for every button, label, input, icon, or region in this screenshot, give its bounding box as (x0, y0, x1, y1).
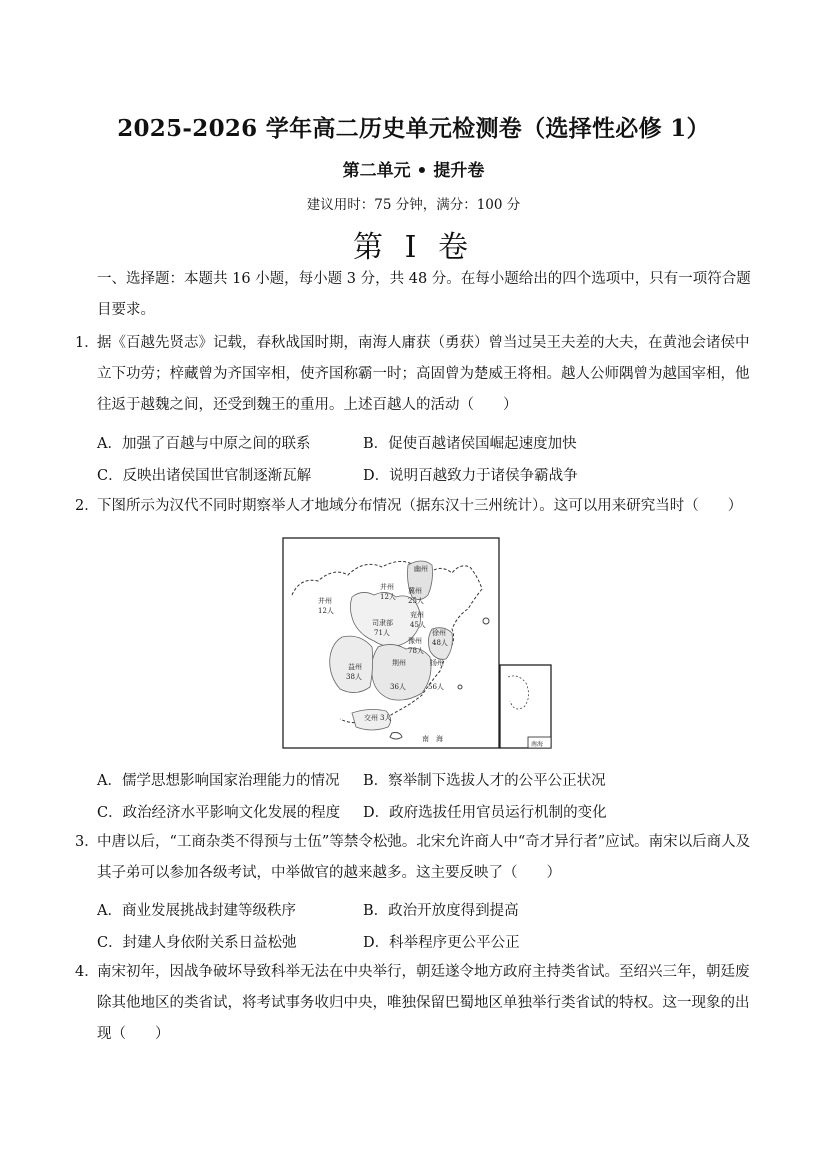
label-sili-n: 71人 (374, 629, 390, 637)
question-number: 4． (75, 964, 99, 980)
svg-text:12人: 12人 (380, 593, 396, 601)
label-yuzhou-n: 78人 (408, 647, 424, 655)
label-jingzhou: 荆州 (392, 659, 406, 667)
label-yangzhou: 扬州 (430, 659, 444, 667)
label-yuzhou: 豫州 (408, 637, 422, 645)
label-jiaozhou-n: 3人 (380, 714, 392, 722)
option-3b[interactable]: B．政治开放度得到提高 (363, 903, 519, 919)
option-3a[interactable]: A．商业发展挑战封建等级秩序 (97, 903, 296, 919)
label-jiaozhou: 交州 (364, 714, 378, 722)
label-jizhou: 冀州 (408, 587, 422, 595)
question-number: 2． (75, 498, 99, 514)
label-youzhou: 幽州 (414, 565, 428, 573)
option-3c[interactable]: C．封建人身依附关系日益松弛 (97, 935, 297, 951)
option-2d[interactable]: D．政府选拔任用官员运行机制的变化 (363, 805, 607, 821)
option-1b[interactable]: B．促使百越诸侯国崛起速度加快 (363, 436, 577, 452)
question-number: 3． (75, 834, 99, 850)
question-3: 3．中唐以后，“工商杂类不得预与士伍”等禁令松弛。北宋允许商人中“奇才异行者”应试。南宋以后商人及 其子弟可以参加各级考试，中举做官的越来越多。这主要反映了（ ） (75, 827, 755, 889)
option-2b[interactable]: B．察举制下选拔人才的公平公正状况 (363, 773, 606, 789)
label-jingzhou-n: 36人 (390, 683, 406, 691)
han-talent-distribution-map (282, 537, 552, 749)
label-sili: 司隶部 (372, 619, 393, 627)
label-yanzhou: 兖州 (410, 611, 424, 619)
label-xuzhou: 徐州 (432, 629, 446, 637)
label-jizhou-n: 25人 (408, 597, 424, 605)
label-yizhou-n: 38人 (346, 673, 362, 681)
label-bingzhou: 并州 (318, 597, 332, 605)
label-inset-sea: 南海 (531, 741, 544, 748)
volume-heading: 第 I 卷 (353, 230, 474, 265)
label-yangzhou-n: 56人 (428, 683, 444, 691)
label-yanzhou-n: 45人 (410, 621, 426, 629)
section-instructions: 一、选择题：本题共 16 小题，每小题 3 分，共 48 分。在每小题给出的四个选项中，只有一项符合题 目要求。 (97, 271, 751, 318)
option-1d[interactable]: D．说明百越致力于诸侯争霸战争 (363, 468, 578, 484)
option-1a[interactable]: A．加强了百越与中原之间的联系 (97, 436, 311, 452)
option-2c[interactable]: C．政治经济水平影响文化发展的程度 (97, 805, 341, 821)
label-yizhou: 益州 (348, 663, 362, 671)
label-xuzhou-n: 48人 (432, 639, 448, 647)
label-bingzhou2: 并州 (380, 583, 394, 591)
question-number: 1． (75, 335, 99, 351)
question-1: 1．据《百越先贤志》记载，春秋战国时期，南海人庸获（勇获）曾当过吴王夫差的大夫，在黄池会诸侯中 立下功劳；梓藏曾为齐国宰相，使齐国称霸一时；高固曾为楚威王将相。越人公师隅曾为越国宰相，他 往返于越魏之间，还受到魏王的重用。上述百越人的活动（ ） (75, 328, 755, 421)
question-4: 4．南宋初年，因战争破坏导致科举无法在中央举行，朝廷遂令地方政府主持类省试。至绍兴三年，朝廷废 除其他地区的类省试，将考试事务收归中央，唯独保留巴蜀地区单独举行类省试的特权。这一现象的出 现（ ） (75, 957, 755, 1050)
page-subtitle: 第二单元 • 提升卷 (342, 161, 485, 181)
question-2: 2．下图所示为汉代不同时期察举人才地域分布情况（据东汉十三州统计）。这可以用来研究当时（ ） (75, 491, 755, 522)
label-bingzhou-n: 12人 (318, 607, 334, 615)
option-1c[interactable]: C．反映出诸侯国世官制逐渐瓦解 (97, 468, 312, 484)
page-title: 2025-2026 学年高二历史单元检测卷（选择性必修 1） (117, 115, 710, 142)
option-2a[interactable]: A．儒学思想影响国家治理能力的情况 (97, 773, 340, 789)
label-sea: 南 海 (422, 735, 443, 743)
option-3d[interactable]: D．科举程序更公平公正 (363, 935, 520, 951)
time-limit: 建议用时：75 分钟，满分：100 分 (306, 197, 521, 213)
